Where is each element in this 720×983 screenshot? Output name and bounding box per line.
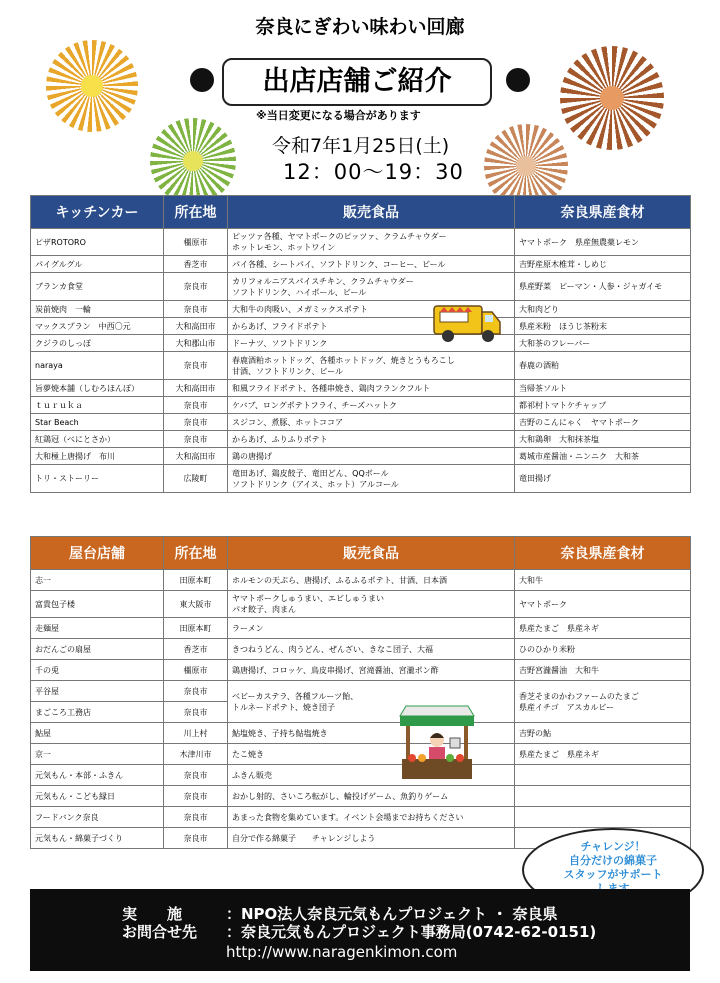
ingredient-cell: 都祁村トマトケチャップ <box>515 397 691 414</box>
location-cell: 奈良市 <box>164 414 228 431</box>
ingredient-cell: 大和牛 <box>515 570 691 591</box>
shop-name-cell: 平谷屋 <box>31 681 164 702</box>
location-cell: 橿原市 <box>164 660 228 681</box>
food-cell: からあげ、ふりふりポテト <box>228 431 515 448</box>
food-cell: きつねうどん、肉うどん、ぜんざい、きなこ団子、大福 <box>228 639 515 660</box>
food-cell: ケバブ、ロングポテトフライ、チーズハットク <box>228 397 515 414</box>
location-cell: 奈良市 <box>164 431 228 448</box>
location-cell: 奈良市 <box>164 273 228 301</box>
bubble-line: スタッフがサポート <box>563 868 663 881</box>
firework-flower-icon <box>46 40 138 132</box>
page-banner: 出店店舗ご紹介 <box>222 58 492 106</box>
table-row <box>31 807 691 828</box>
shop-name-cell: 旨夢焼本舗（しむろほんぽ） <box>31 380 164 397</box>
market-stall-icon <box>398 702 476 784</box>
table-row <box>31 618 691 639</box>
footer-organizer: ：NPO法人奈良元気もんプロジェクト ・ 奈良県 <box>226 905 558 923</box>
table-row <box>31 465 691 493</box>
location-cell: 香芝市 <box>164 639 228 660</box>
ingredient-cell: 吉野の鮎 <box>515 723 691 744</box>
food-cell: 鶏の唐揚げ <box>228 448 515 465</box>
change-notice: ※当日変更になる場合があります <box>256 109 421 122</box>
location-cell: 田原本町 <box>164 570 228 591</box>
column-header: 所在地 <box>164 196 228 229</box>
food-cell: 自分で作る綿菓子 チャレンジしよう <box>228 828 515 849</box>
ingredient-cell: 県産たまご 県産ネギ <box>515 744 691 765</box>
location-cell: 奈良市 <box>164 397 228 414</box>
food-cell: あまった食物を集めています。イベント会場までお持ちください <box>228 807 515 828</box>
table-row <box>31 229 691 256</box>
location-cell: 大和高田市 <box>164 380 228 397</box>
shop-name-cell: 大和極上唐揚げ 布川 <box>31 448 164 465</box>
location-cell: 奈良市 <box>164 807 228 828</box>
shop-name-cell: 千の兎 <box>31 660 164 681</box>
ingredient-cell: ひのひかり米粉 <box>515 639 691 660</box>
ingredient-cell: 大和茶のフレーバー <box>515 335 691 352</box>
table-row <box>31 681 691 702</box>
ingredient-cell: 吉野宮瀧醤油 大和牛 <box>515 660 691 681</box>
food-cell: たこ焼き <box>228 744 515 765</box>
shop-name-cell: 志一 <box>31 570 164 591</box>
table-row <box>31 414 691 431</box>
shop-name-cell: おだんごの扇屋 <box>31 639 164 660</box>
bullet-dot-icon <box>190 68 214 92</box>
food-cell: スジコン、煮豚、ホットココア <box>228 414 515 431</box>
shop-name-cell: 元気もん・こども縁日 <box>31 786 164 807</box>
location-cell: 川上村 <box>164 723 228 744</box>
location-cell: 奈良市 <box>164 301 228 318</box>
location-cell: 香芝市 <box>164 256 228 273</box>
location-cell: 奈良市 <box>164 828 228 849</box>
bubble-line: 自分だけの綿菓子 <box>569 854 657 867</box>
column-header: キッチンカー <box>31 196 164 229</box>
location-cell: 橿原市 <box>164 229 228 256</box>
location-cell: 奈良市 <box>164 681 228 702</box>
table-row <box>31 301 691 318</box>
ingredient-cell <box>515 765 691 786</box>
location-cell: 東大阪市 <box>164 591 228 618</box>
food-cell: 鶏唐揚げ、コロッケ、鳥皮串揚げ、宮滝醤油、宮瀧ポン酢 <box>228 660 515 681</box>
location-cell: 奈良市 <box>164 786 228 807</box>
ingredient-cell: 春鹿の酒粕 <box>515 352 691 380</box>
ingredient-cell: ヤマトポーク 県産無農薬レモン <box>515 229 691 256</box>
ingredient-cell: 県産米粉 ほうじ茶粉末 <box>515 318 691 335</box>
table-row <box>31 352 691 380</box>
footer-contact <box>30 889 690 971</box>
table-row <box>31 765 691 786</box>
shop-name-cell: トリ・ストーリー <box>31 465 164 493</box>
shop-name-cell: 富貴包子楼 <box>31 591 164 618</box>
ingredient-cell <box>515 786 691 807</box>
shop-name-cell: フードバンク奈良 <box>31 807 164 828</box>
food-cell: ラーメン <box>228 618 515 639</box>
ingredient-cell: 大和肉どり <box>515 301 691 318</box>
ingredient-cell: 葛城市産醤油・ニンニク 大和茶 <box>515 448 691 465</box>
location-cell: 大和高田市 <box>164 318 228 335</box>
shop-name-cell: まごころ工務店 <box>31 702 164 723</box>
ingredient-cell: 県産野菜 ピーマン・人参・ジャガイモ <box>515 273 691 301</box>
food-cell: ホルモンの天ぷら、唐揚げ、ふるふるポテト、甘酒、日本酒 <box>228 570 515 591</box>
food-cell: ドーナツ、ソフトドリンク <box>228 335 515 352</box>
location-cell: 奈良市 <box>164 352 228 380</box>
table-row <box>31 448 691 465</box>
location-cell: 大和高田市 <box>164 448 228 465</box>
table-row <box>31 380 691 397</box>
food-cell: ベビーカステラ、各種フルーツ飴、 トルネードポテト、焼き団子 <box>228 681 515 723</box>
ingredient-cell: 当帰茶ソルト <box>515 380 691 397</box>
table-row <box>31 639 691 660</box>
table-row <box>31 256 691 273</box>
table-header-row <box>31 196 691 229</box>
shop-name-cell: 元気もん・綿菓子づくり <box>31 828 164 849</box>
ingredient-cell: 吉野のこんにゃく ヤマトポーク <box>515 414 691 431</box>
shop-name-cell: ピザROTORO <box>31 229 164 256</box>
table-row <box>31 318 691 335</box>
shop-name-cell: naraya <box>31 352 164 380</box>
event-title: 奈良にぎわい味わい回廊 <box>255 16 465 38</box>
footer-organizer-label: 実 施 <box>122 905 183 923</box>
table-row <box>31 744 691 765</box>
food-cell: ヤマトポークしゅうまい、エビしゅうまい パオ餃子、肉まん <box>228 591 515 618</box>
table-row <box>31 570 691 591</box>
food-cell: カリフォルニアスパイスチキン、クラムチャウダー ソフトドリンク、ハイボール、ビール <box>228 273 515 301</box>
shop-name-cell: 元気もん・本部・ふきん <box>31 765 164 786</box>
shop-name-cell: 京一 <box>31 744 164 765</box>
food-cell: ふきん販売 <box>228 765 515 786</box>
shop-name-cell: ｔｕｒｕｋａ <box>31 397 164 414</box>
firework-flower-icon <box>150 118 236 204</box>
ingredient-cell: 竜田揚げ <box>515 465 691 493</box>
ingredient-cell <box>515 807 691 828</box>
food-cell: からあげ、フライドポテト <box>228 318 515 335</box>
table-row <box>31 591 691 618</box>
location-cell: 大和郡山市 <box>164 335 228 352</box>
food-cell: 大和牛の肉吸い、メガミックスポテト <box>228 301 515 318</box>
shop-name-cell: Star Beach <box>31 414 164 431</box>
food-truck-icon <box>432 296 502 346</box>
table-row <box>31 431 691 448</box>
location-cell: 木津川市 <box>164 744 228 765</box>
shop-name-cell: クジラのしっぽ <box>31 335 164 352</box>
ingredient-cell: 香芝そまのかわファームのたまご 県産イチゴ アスカルビー <box>515 681 691 723</box>
table-header-row <box>31 537 691 570</box>
footer-contact-label: お問合せ先 <box>122 923 198 941</box>
location-cell: 広陵町 <box>164 465 228 493</box>
table-row <box>31 723 691 744</box>
shop-name-cell: 炭前焼肉 一輪 <box>31 301 164 318</box>
ingredient-cell: ヤマトポーク <box>515 591 691 618</box>
shop-name-cell: 紅鶏冠（べにとさか） <box>31 431 164 448</box>
food-cell: 春鹿酒粕ホットドッグ、各種ホットドッグ、焼きとうもろこし 甘酒、ソフトドリンク、ビール <box>228 352 515 380</box>
ingredient-cell: 県産たまご 県産ネギ <box>515 618 691 639</box>
ingredient-cell: 大和鶏卵 大和抹茶塩 <box>515 431 691 448</box>
shop-name-cell: ブランカ食堂 <box>31 273 164 301</box>
column-header: 所在地 <box>164 537 228 570</box>
food-cell: 竜田あげ、鶏皮餃子、竜田どん、QQボール ソフトドリンク（アイス、ホット）アルコール <box>228 465 515 493</box>
table-row <box>31 335 691 352</box>
footer-contact-value: ：奈良元気もんプロジェクト事務局(0742-62-0151) <box>226 923 597 941</box>
location-cell: 奈良市 <box>164 765 228 786</box>
column-header: 販売食品 <box>228 537 515 570</box>
column-header: 奈良県産食材 <box>515 196 691 229</box>
event-date: 令和7年1月25日(土) <box>272 135 450 157</box>
kitchen-car-table <box>30 195 691 493</box>
event-time: 12：00〜19：30 <box>283 160 464 184</box>
location-cell: 奈良市 <box>164 702 228 723</box>
food-cell: ピッツァ各種、ヤマトポークのピッツァ、クラムチャウダー ホットレモン、ホットワイン <box>228 229 515 256</box>
shop-name-cell: パイグルグル <box>31 256 164 273</box>
table-row <box>31 273 691 301</box>
yatai-stall-table <box>30 536 691 849</box>
shop-name-cell: マックスプラン 中西〇元 <box>31 318 164 335</box>
shop-name-cell: 鮎屋 <box>31 723 164 744</box>
column-header: 奈良県産食材 <box>515 537 691 570</box>
column-header: 販売食品 <box>228 196 515 229</box>
food-cell: パイ各種、シートパイ、ソフトドリンク、コーヒー、ビール <box>228 256 515 273</box>
bullet-dot-icon <box>506 68 530 92</box>
location-cell: 田原本町 <box>164 618 228 639</box>
food-cell: おかし射的、さいころ転がし、輪投げゲーム、魚釣りゲーム <box>228 786 515 807</box>
shop-name-cell: 走麺屋 <box>31 618 164 639</box>
food-cell: 鮎塩焼き、子持ち鮎塩焼き <box>228 723 515 744</box>
table-row <box>31 786 691 807</box>
footer-url-link[interactable]: http://www.naragenkimon.com <box>226 943 458 961</box>
bubble-line: チャレンジ！ <box>580 840 646 853</box>
table-row <box>31 660 691 681</box>
table-row <box>31 397 691 414</box>
column-header: 屋台店舗 <box>31 537 164 570</box>
food-cell: 和風フライドポテト、各種串焼き、鶏肉フランクフルト <box>228 380 515 397</box>
ingredient-cell: 吉野産原木椎茸・しめじ <box>515 256 691 273</box>
firework-flower-icon <box>560 46 664 150</box>
